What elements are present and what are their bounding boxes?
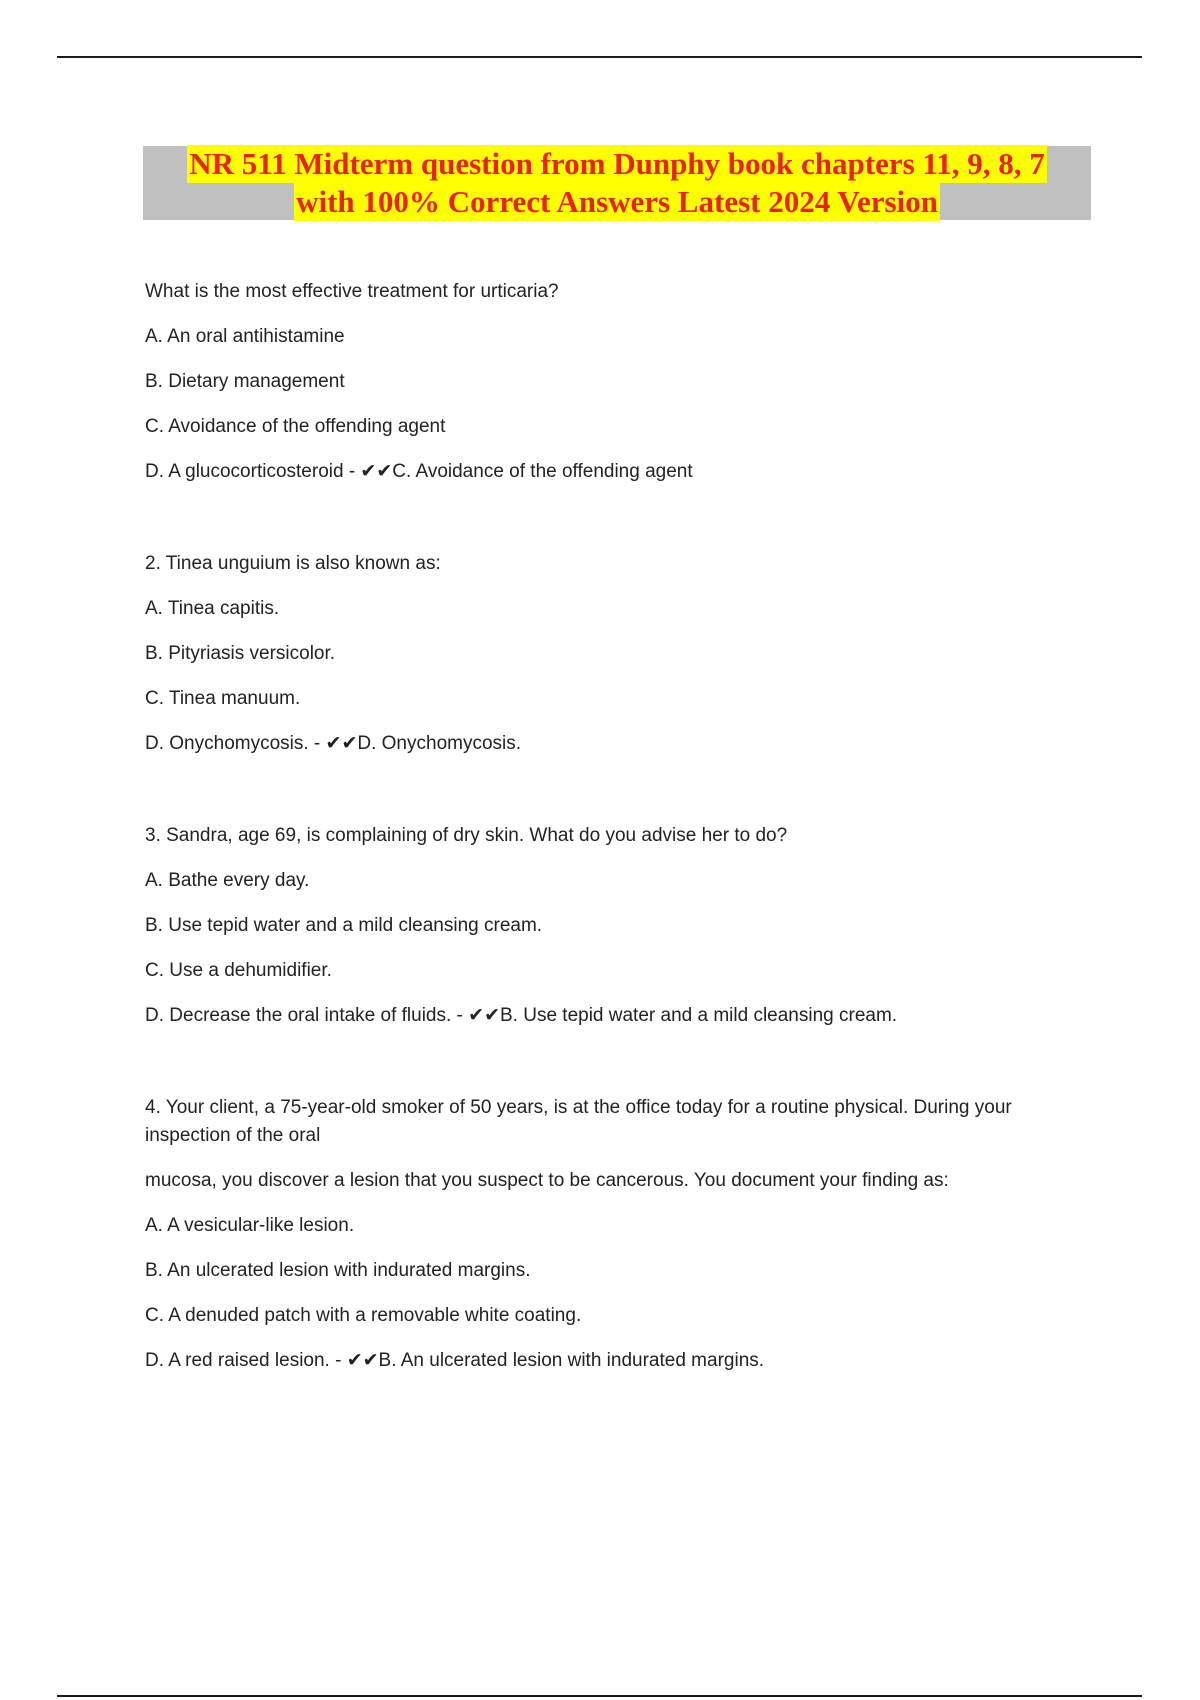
question-list <box>145 278 1095 1375</box>
answer-option-with-key: D. A red raised lesion. - ✔✔B. An ulcerated lesion with indurated margins. <box>145 1350 765 1371</box>
answer-option-with-key: D. Decrease the oral intake of fluids. - ✔✔B. Use tepid water and a mild cleansing cream. <box>145 1005 898 1026</box>
question-stem: 3. Sandra, age 69, is complaining of dry skin. What do you advise her to do? <box>145 825 788 846</box>
answer-option: C. Avoidance of the offending agent <box>145 416 446 437</box>
question-block <box>145 822 1095 1030</box>
question-stem: What is the most effective treatment for urticaria? <box>145 281 559 302</box>
question-stem-continued: mucosa, you discover a lesion that you suspect to be cancerous. You document your finding as: <box>145 1170 949 1191</box>
answer-option: B. Use tepid water and a mild cleansing cream. <box>145 915 543 936</box>
answer-option: B. Dietary management <box>145 371 345 392</box>
answer-option: C. Tinea manuum. <box>145 688 301 709</box>
answer-option: A. Tinea capitis. <box>145 598 280 619</box>
answer-option: A. Bathe every day. <box>145 870 310 891</box>
answer-option: C. A denuded patch with a removable white coating. <box>145 1305 582 1326</box>
document-title-line-2: with 100% Correct Answers Latest 2024 Version <box>296 184 938 219</box>
question-stem: 4. Your client, a 75-year-old smoker of 50 years, is at the office today for a routine physical. During your <box>145 1097 1012 1118</box>
question-block <box>145 550 1095 758</box>
answer-option: A. An oral antihistamine <box>145 326 345 347</box>
answer-option-with-key: D. Onychomycosis. - ✔✔D. Onychomycosis. <box>145 733 522 754</box>
question-block <box>145 1094 1095 1375</box>
document-title-line-1: NR 511 Midterm question from Dunphy book chapters 11, 9, 8, 7 <box>189 146 1045 181</box>
answer-option: A. A vesicular-like lesion. <box>145 1215 355 1236</box>
question-block <box>145 278 1095 486</box>
document-title-banner <box>143 146 1091 220</box>
answer-option: B. Pityriasis versicolor. <box>145 643 336 664</box>
question-stem: 2. Tinea unguium is also known as: <box>145 553 441 574</box>
question-stem-continued: inspection of the oral <box>145 1125 321 1146</box>
answer-option: B. An ulcerated lesion with indurated margins. <box>145 1260 531 1281</box>
answer-option: C. Use a dehumidifier. <box>145 960 332 981</box>
answer-option-with-key: D. A glucocorticosteroid - ✔✔C. Avoidance of the offending agent <box>145 461 693 482</box>
top-rule <box>57 56 1142 58</box>
bottom-rule <box>57 1695 1142 1697</box>
